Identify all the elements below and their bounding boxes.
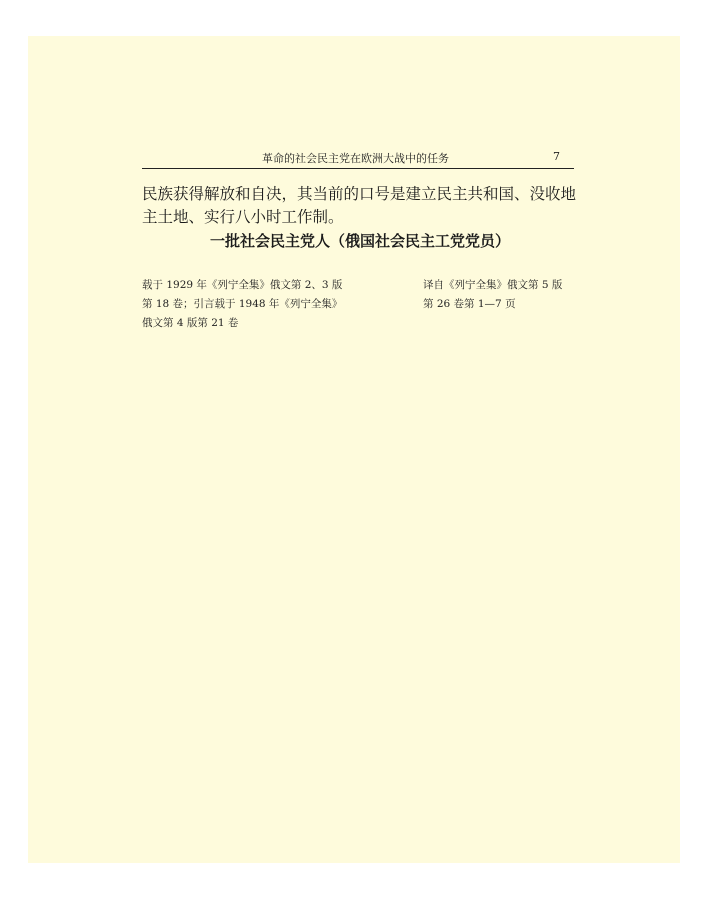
- source-note-right: [423, 276, 562, 314]
- body-line: 主土地、实行八小时工作制。: [142, 208, 344, 226]
- running-header: [142, 150, 574, 169]
- body-line: 民族获得解放和自决，其当前的口号是建立民主共和国、没收地: [142, 185, 577, 203]
- note-line: 载于 1929 年《列宁全集》俄文第 2、3 版: [142, 279, 343, 291]
- header-title: 革命的社会民主党在欧洲大战中的任务: [262, 152, 449, 165]
- body-paragraph: [142, 183, 582, 229]
- note-line: 第 26 卷第 1—7 页: [423, 298, 516, 310]
- source-note-left: [142, 276, 342, 333]
- note-line: 俄文第 4 版第 21 卷: [142, 317, 239, 329]
- signature: 一批社会民主党人（俄国社会民主工党党员）: [210, 232, 511, 250]
- note-line: 第 18 卷；引言载于 1948 年《列宁全集》: [142, 298, 343, 310]
- note-line: 译自《列宁全集》俄文第 5 版: [423, 279, 563, 291]
- page-number: 7: [553, 150, 560, 163]
- book-page: [28, 36, 680, 863]
